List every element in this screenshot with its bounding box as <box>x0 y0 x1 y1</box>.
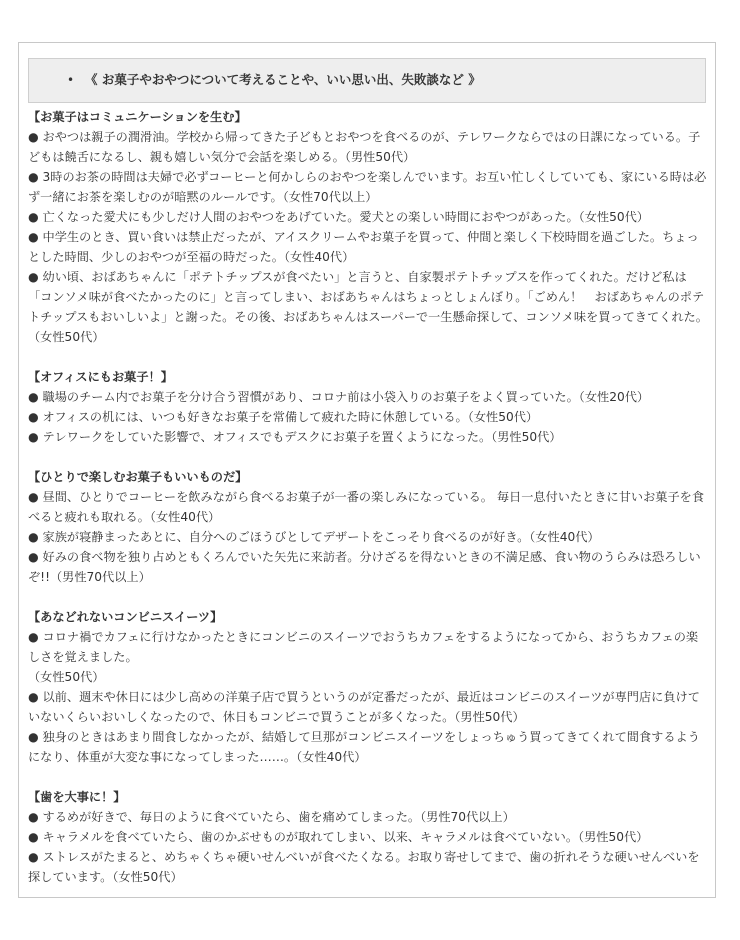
comment-item: ● 中学生のとき、買い食いは禁止だったが、アイスクリームやお菓子を買って、仲間と楽しく下校時間を過ごした。ちょっとした時間、少しのおやつが至福の時だった。（女性40代） <box>28 230 699 264</box>
comment-item: ● ストレスがたまると、めちゃくちゃ硬いせんべいが食べたくなる。お取り寄せしてまで、歯の折れそうな硬いせんべいを探しています。（女性50代） <box>28 850 700 884</box>
section-alone <box>28 467 708 587</box>
section-title: 【あなどれないコンビニスイーツ】 <box>28 610 223 624</box>
comment-item: ● 好みの食べ物を独り占めともくろんでいた矢先に来訪者。分けざるを得ないときの不満足感、食い物のうらみは恐ろしいぞ!!（男性70代以上） <box>28 550 701 584</box>
comment-item: ● するめが好きで、毎日のように食べていたら、歯を痛めてしまった。（男性70代以上） <box>28 810 515 824</box>
section-title: 【オフィスにもお菓子！】 <box>28 370 173 384</box>
comment-item: ● 幼い頃、おばあちゃんに「ポテトチップスが食べたい」と言うと、自家製ポテトチップスを作ってくれた。だけど私は「コンソメ味が食べたかったのに」と言ってしまい、おばあちゃんはちょっとしょんぼり。「ごめん！ おばあちゃんのポテトチップスもおいしいよ」と謝った。その後、おばあちゃんはスーパーで一生懸命探して、コンソメ味を買ってきてくれた。（女性50代） <box>28 270 708 344</box>
comment-item: ● オフィスの机には、いつも好きなお菓子を常備して疲れた時に休憩している。（女性50代） <box>28 410 539 424</box>
comment-item: ● 独身のときはあまり間食しなかったが、結婚して旦那がコンビニスイーツをしょっちゅう買ってきてくれて間食するようになり、体重が大変な事になってしまった……。（女性40代） <box>28 730 700 764</box>
section-convenience-sweets <box>28 607 708 767</box>
comment-item: ● おやつは親子の潤滑油。学校から帰ってきた子どもとおやつを食べるのが、テレワークならではの日課になっている。子どもは饒舌になるし、親も嬉しい気分で会話を楽しめる。（男性50代） <box>28 130 701 164</box>
section-teeth <box>28 787 708 887</box>
comment-attribution: （女性50代） <box>28 670 105 684</box>
bullet-icon: • <box>67 73 75 87</box>
header-title: 《 お菓子やおやつについて考えることや、いい思い出、失敗談など 》 <box>85 72 481 87</box>
section-title: 【歯を大事に！】 <box>28 790 126 804</box>
section-title: 【ひとりで楽しむお菓子もいいものだ】 <box>28 470 248 484</box>
comments-content <box>28 107 708 907</box>
comment-item: ● キャラメルを食べていたら、歯のかぶせものが取れてしまい、以来、キャラメルは食べていない。（男性50代） <box>28 830 649 844</box>
comment-item: ● 職場のチーム内でお菓子を分け合う習慣があり、コロナ前は小袋入りのお菓子をよく買っていた。（女性20代） <box>28 390 650 404</box>
comment-item: ● 以前、週末や休日には少し高めの洋菓子店で買うというのが定番だったが、最近はコンビニのスイーツが専門店に負けていないくらいおいしくなったので、休日もコンビニで買うことが多くなった。（男性50代） <box>28 690 700 724</box>
section-title: 【お菓子はコミュニケーションを生む】 <box>28 110 247 124</box>
header-box <box>28 58 706 103</box>
comment-item: ● コロナ禍でカフェに行けなかったときにコンビニのスイーツでおうちカフェをするようになってから、おうちカフェの楽しさを覚えました。 <box>28 630 699 664</box>
article-frame <box>18 42 716 898</box>
comment-item: ● 亡くなった愛犬にも少しだけ人間のおやつをあげていた。愛犬との楽しい時間におやつがあった。（女性50代） <box>28 210 649 224</box>
comment-item: ● 3時のお茶の時間は夫婦で必ずコーヒーと何かしらのおやつを楽しんでいます。お互い忙しくしていても、家にいる時は必ず一緒にお茶を楽しむのが暗黙のルールです。（女性70代以上） <box>28 170 707 204</box>
section-office <box>28 367 708 447</box>
comment-item: ● テレワークをしていた影響で、オフィスでもデスクにお菓子を置くようになった。（男性50代） <box>28 430 562 444</box>
comment-item: ● 昼間、ひとりでコーヒーを飲みながら食べるお菓子が一番の楽しみになっている。 毎日一息付いたときに甘いお菓子を食べると疲れも取れる。（女性40代） <box>28 490 705 524</box>
comment-item: ● 家族が寝静まったあとに、自分へのごほうびとしてデザートをこっそり食べるのが好き。（女性40代） <box>28 530 600 544</box>
section-communication <box>28 107 708 347</box>
